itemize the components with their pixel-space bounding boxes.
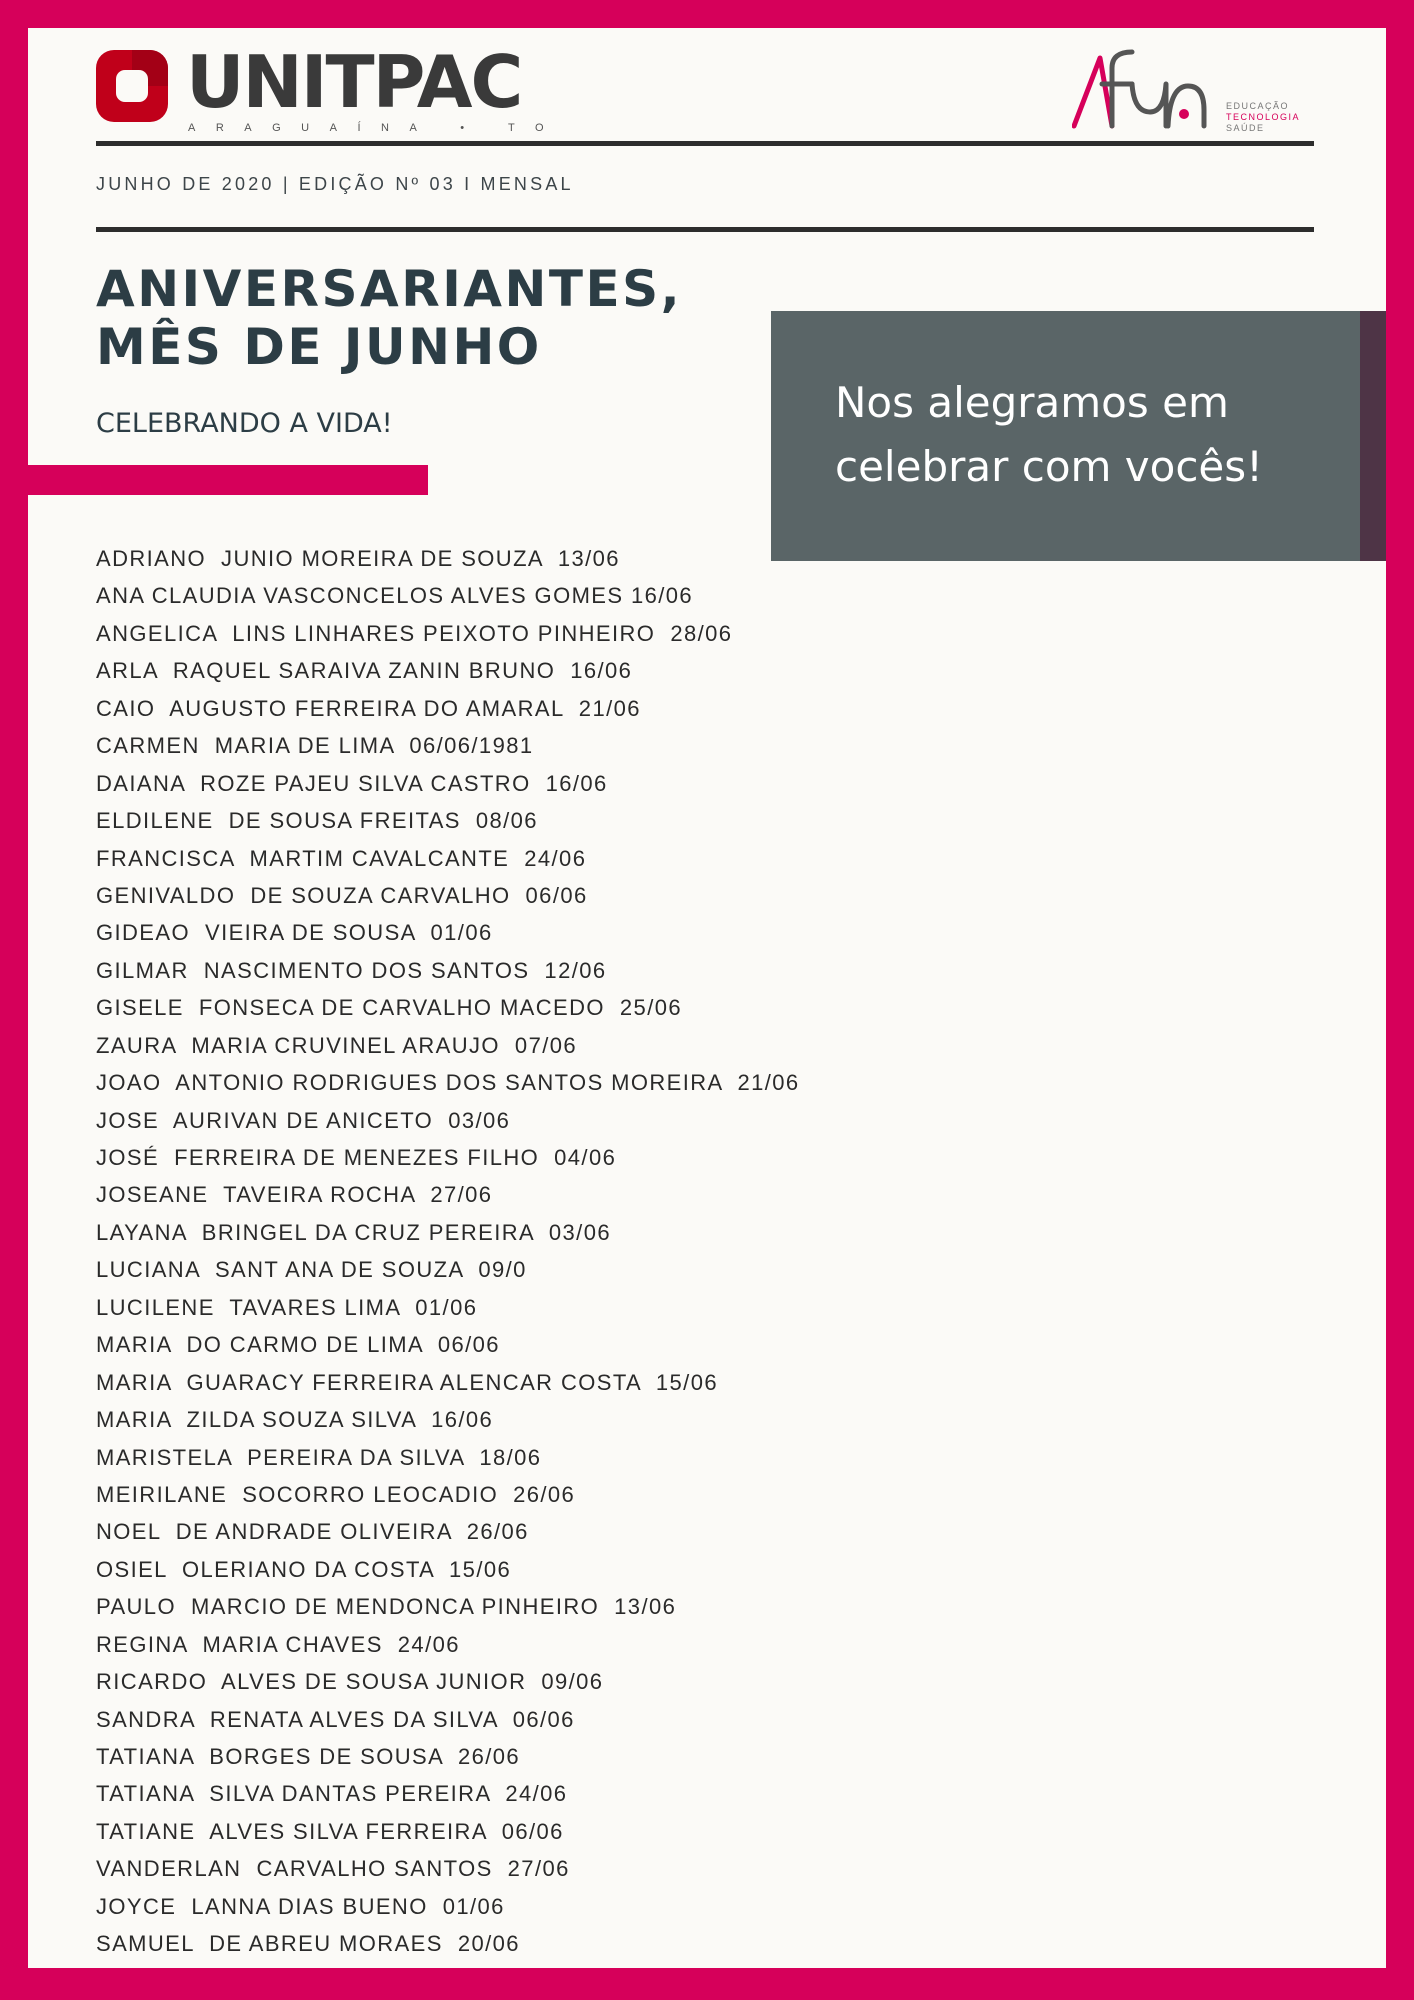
birthday-entry: JOYCE LANNA DIAS BUENO 01/06	[96, 1893, 505, 1919]
birthday-entry: GENIVALDO DE SOUZA CARVALHO 06/06	[96, 882, 588, 908]
birthday-entry: GILMAR NASCIMENTO DOS SANTOS 12/06	[96, 957, 607, 983]
birthday-entry: MARIA ZILDA SOUZA SILVA 16/06	[96, 1407, 494, 1433]
celebration-banner-text: Nos alegramos em celebrar com vocês!	[835, 378, 1263, 491]
afya-logo	[1072, 38, 1322, 138]
birthday-entry: MARISTELA PEREIRA DA SILVA 18/06	[96, 1444, 542, 1470]
birthday-entry: LAYANA BRINGEL DA CRUZ PEREIRA 03/06	[96, 1219, 611, 1245]
birthday-entry: SAMUEL DE ABREU MORAES 20/06	[96, 1931, 520, 1957]
birthday-entry: DAIANA ROZE PAJEU SILVA CASTRO 16/06	[96, 770, 608, 796]
birthday-entry: CAIO AUGUSTO FERREIRA DO AMARAL 21/06	[96, 695, 641, 721]
birthday-entry: JOSÉ FERREIRA DE MENEZES FILHO 04/06	[96, 1145, 617, 1170]
page-title	[96, 260, 682, 376]
header-divider-bottom	[96, 227, 1314, 232]
header-divider-top	[96, 141, 1314, 146]
celebration-banner	[771, 311, 1386, 561]
birthday-entry: SANDRA RENATA ALVES DA SILVA 06/06	[96, 1706, 575, 1732]
birthday-entry: MARIA DO CARMO DE LIMA 06/06	[96, 1332, 500, 1358]
birthday-entry: LUCILENE TAVARES LIMA 01/06	[96, 1294, 478, 1320]
birthday-entry: TATIANA BORGES DE SOUSA 26/06	[96, 1744, 521, 1769]
birthday-entry: JOSEANE TAVEIRA ROCHA 27/06	[96, 1182, 493, 1208]
birthday-entry: PAULO MARCIO DE MENDONCA PINHEIRO 13/06	[96, 1594, 677, 1620]
afya-logo-text	[1226, 101, 1300, 134]
birthday-entry: MARIA GUARACY FERREIRA ALENCAR COSTA 15/06	[96, 1369, 718, 1395]
birthday-list	[96, 540, 800, 1963]
birthday-entry: GISELE FONSECA DE CARVALHO MACEDO 25/06	[96, 995, 682, 1021]
birthday-entry: FRANCISCA MARTIM CAVALCANTE 24/06	[96, 845, 587, 871]
unitpac-logo-icon	[96, 50, 168, 122]
birthday-entry: CARMEN MARIA DE LIMA 06/06/1981	[96, 733, 534, 759]
birthday-entry: ADRIANO JUNIO MOREIRA DE SOUZA 13/06	[96, 546, 620, 571]
afya-logo-icon	[1072, 38, 1222, 138]
page-title-line-2: MÊS DE JUNHO	[96, 318, 542, 376]
birthday-entry: MEIRILANE SOCORRO LEOCADIO 26/06	[96, 1481, 576, 1507]
birthday-entry: GIDEAO VIEIRA DE SOUSA 01/06	[96, 920, 493, 946]
birthday-entry: VANDERLAN CARVALHO SANTOS 27/06	[96, 1856, 570, 1882]
page-title-line-1: ANIVERSARIANTES,	[96, 260, 683, 318]
afya-line-health: SAÚDE	[1226, 123, 1265, 133]
birthday-entry: OSIEL OLERIANO DA COSTA 15/06	[96, 1556, 512, 1582]
birthday-entry: ANA CLAUDIA VASCONCELOS ALVES GOMES 16/06	[96, 583, 694, 609]
birthday-entry: ARLA RAQUEL SARAIVA ZANIN BRUNO 16/06	[96, 658, 633, 684]
accent-bar	[28, 465, 428, 495]
birthday-entry: TATIANA SILVA DANTAS PEREIRA 24/06	[96, 1781, 568, 1807]
afya-line-technology: TECNOLOGIA	[1226, 112, 1301, 122]
unitpac-logo-subtitle: ARAGUAÍNA • TO	[188, 122, 565, 134]
birthday-entry: ANGELICA LINS LINHARES PEIXOTO PINHEIRO 28/06	[96, 620, 733, 646]
afya-line-education: EDUCAÇÃO	[1226, 101, 1290, 111]
page-subtitle: CELEBRANDO A VIDA!	[96, 408, 393, 439]
unitpac-logo	[96, 40, 565, 136]
birthday-entry: LUCIANA SANT ANA DE SOUZA 09/0	[96, 1257, 527, 1283]
banner-edge	[1360, 311, 1386, 561]
birthday-entry: REGINA MARIA CHAVES 24/06	[96, 1631, 460, 1657]
unitpac-logo-name: UNITPAC	[186, 40, 522, 124]
birthday-entry: TATIANE ALVES SILVA FERREIRA 06/06	[96, 1818, 564, 1844]
newsletter-page	[28, 28, 1386, 1968]
birthday-entry: ELDILENE DE SOUSA FREITAS 08/06	[96, 808, 538, 834]
birthday-entry: ZAURA MARIA CRUVINEL ARAUJO 07/06	[96, 1032, 577, 1058]
edition-line: JUNHO DE 2020 | EDIÇÃO Nº 03 I MENSAL	[96, 174, 574, 194]
birthday-entry: NOEL DE ANDRADE OLIVEIRA 26/06	[96, 1519, 529, 1545]
birthday-entry: RICARDO ALVES DE SOUSA JUNIOR 09/06	[96, 1669, 604, 1695]
birthday-entry: JOAO ANTONIO RODRIGUES DOS SANTOS MOREIRA 21/06	[96, 1070, 800, 1096]
birthday-entry: JOSE AURIVAN DE ANICETO 03/06	[96, 1107, 511, 1133]
